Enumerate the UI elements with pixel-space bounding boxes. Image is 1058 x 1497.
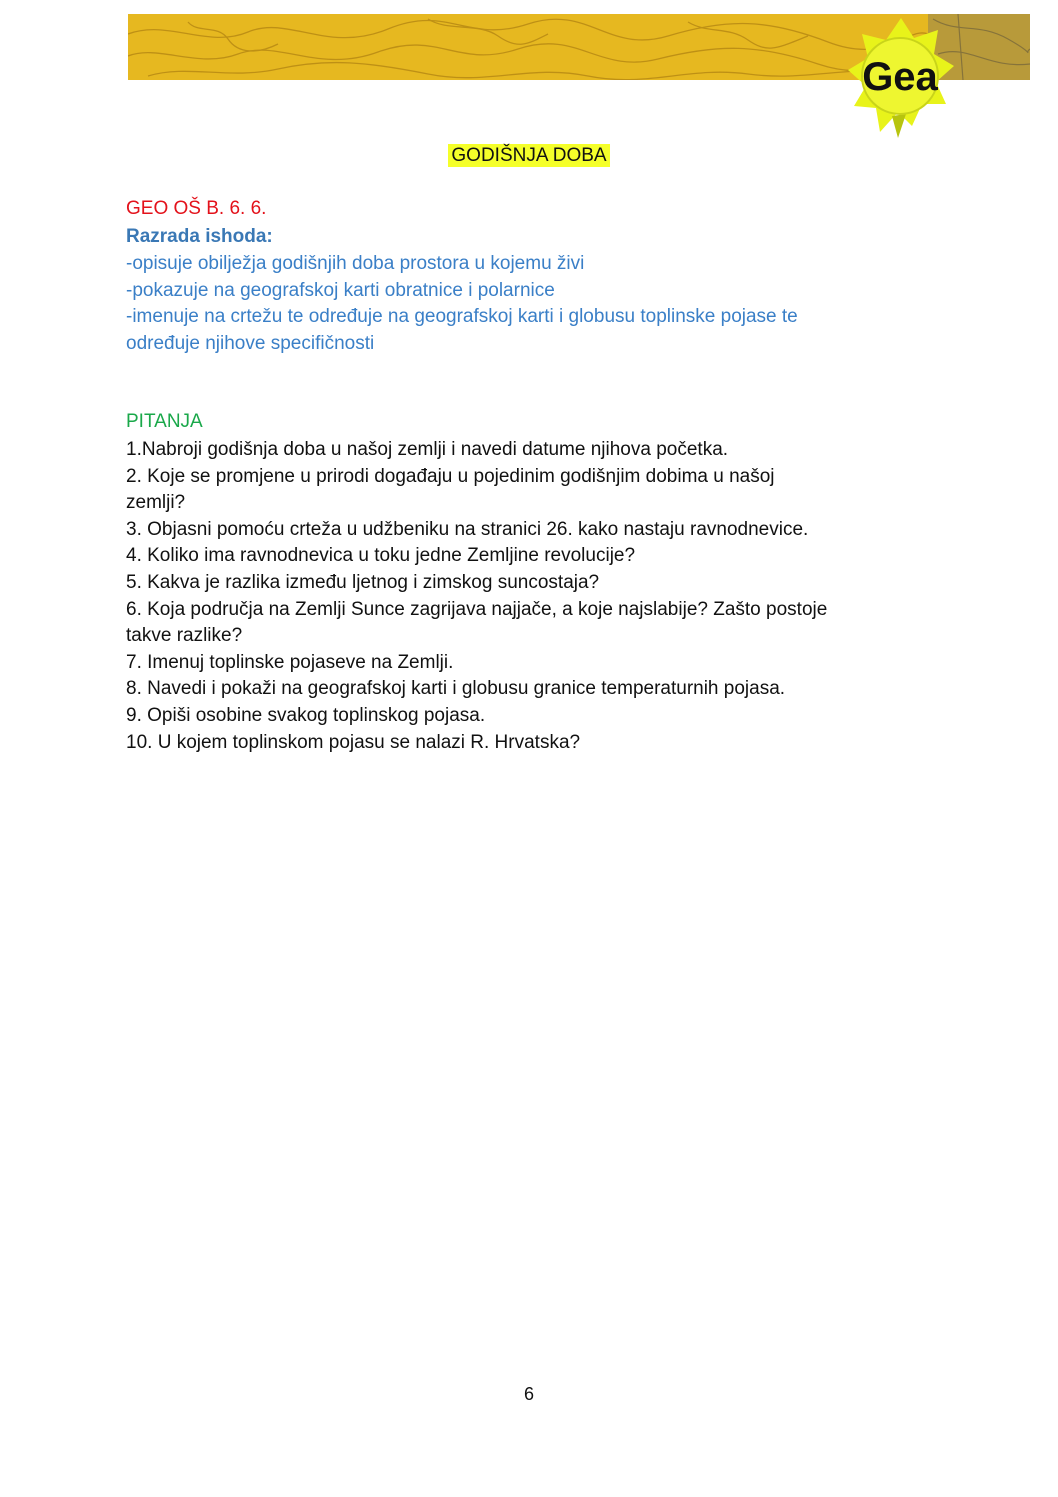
question-line: 5. Kakva je razlika između ljetnog i zimskog suncostaja? [126, 571, 600, 593]
gea-logo [846, 14, 956, 138]
outcome-list [126, 251, 886, 357]
page-number: 6 [523, 1384, 534, 1404]
question-line: zemlji? [126, 492, 186, 514]
questions-list [126, 437, 936, 756]
outcome-code: GEO OŠ B. 6. 6. [126, 198, 267, 219]
questions-heading: PITANJA [126, 411, 203, 432]
question-line: 10. U kojem toplinskom pojasu se nalazi R. Hrvatska? [126, 731, 581, 753]
svg-text:Gea: Gea [862, 55, 938, 99]
question-line: 3. Objasni pomoću crteža u udžbeniku na stranici 26. kako nastaju ravnodnevice. [126, 518, 809, 540]
page-title: GODIŠNJA DOBA [0, 145, 1058, 167]
question-line: 2. Koje se promjene u prirodi događaju u pojedinim godišnjim dobima u našoj [126, 465, 775, 487]
question-line: 6. Koja područja na Zemlji Sunce zagrijava najjače, a koje najslabije? Zašto postoje [126, 598, 828, 620]
question-line: 8. Navedi i pokaži na geografskoj karti i globusu granice temperaturnih pojasa. [126, 678, 786, 700]
question-line: 1.Nabroji godišnja doba u našoj zemlji i navedi datume njihova početka. [126, 439, 729, 460]
question-line: 7. Imenuj toplinske pojaseve na Zemlji. [126, 651, 454, 673]
outcome-item: -imenuje na crtežu te određuje na geografskoj karti i globusu toplinske pojase te [126, 306, 798, 327]
outcome-item: određuje njihove specifičnosti [126, 332, 375, 354]
question-line: 9. Opiši osobine svakog toplinskog pojasa. [126, 704, 486, 726]
question-line: 4. Koliko ima ravnodnevica u toku jedne Zemljine revolucije? [126, 545, 636, 567]
outcome-heading: Razrada ishoda: [126, 226, 273, 247]
outcome-item: -opisuje obilježja godišnjih doba prostora u kojemu živi [126, 253, 585, 274]
outcome-item: -pokazuje na geografskoj karti obratnice i polarnice [126, 279, 555, 301]
question-line: takve razlike? [126, 625, 243, 647]
